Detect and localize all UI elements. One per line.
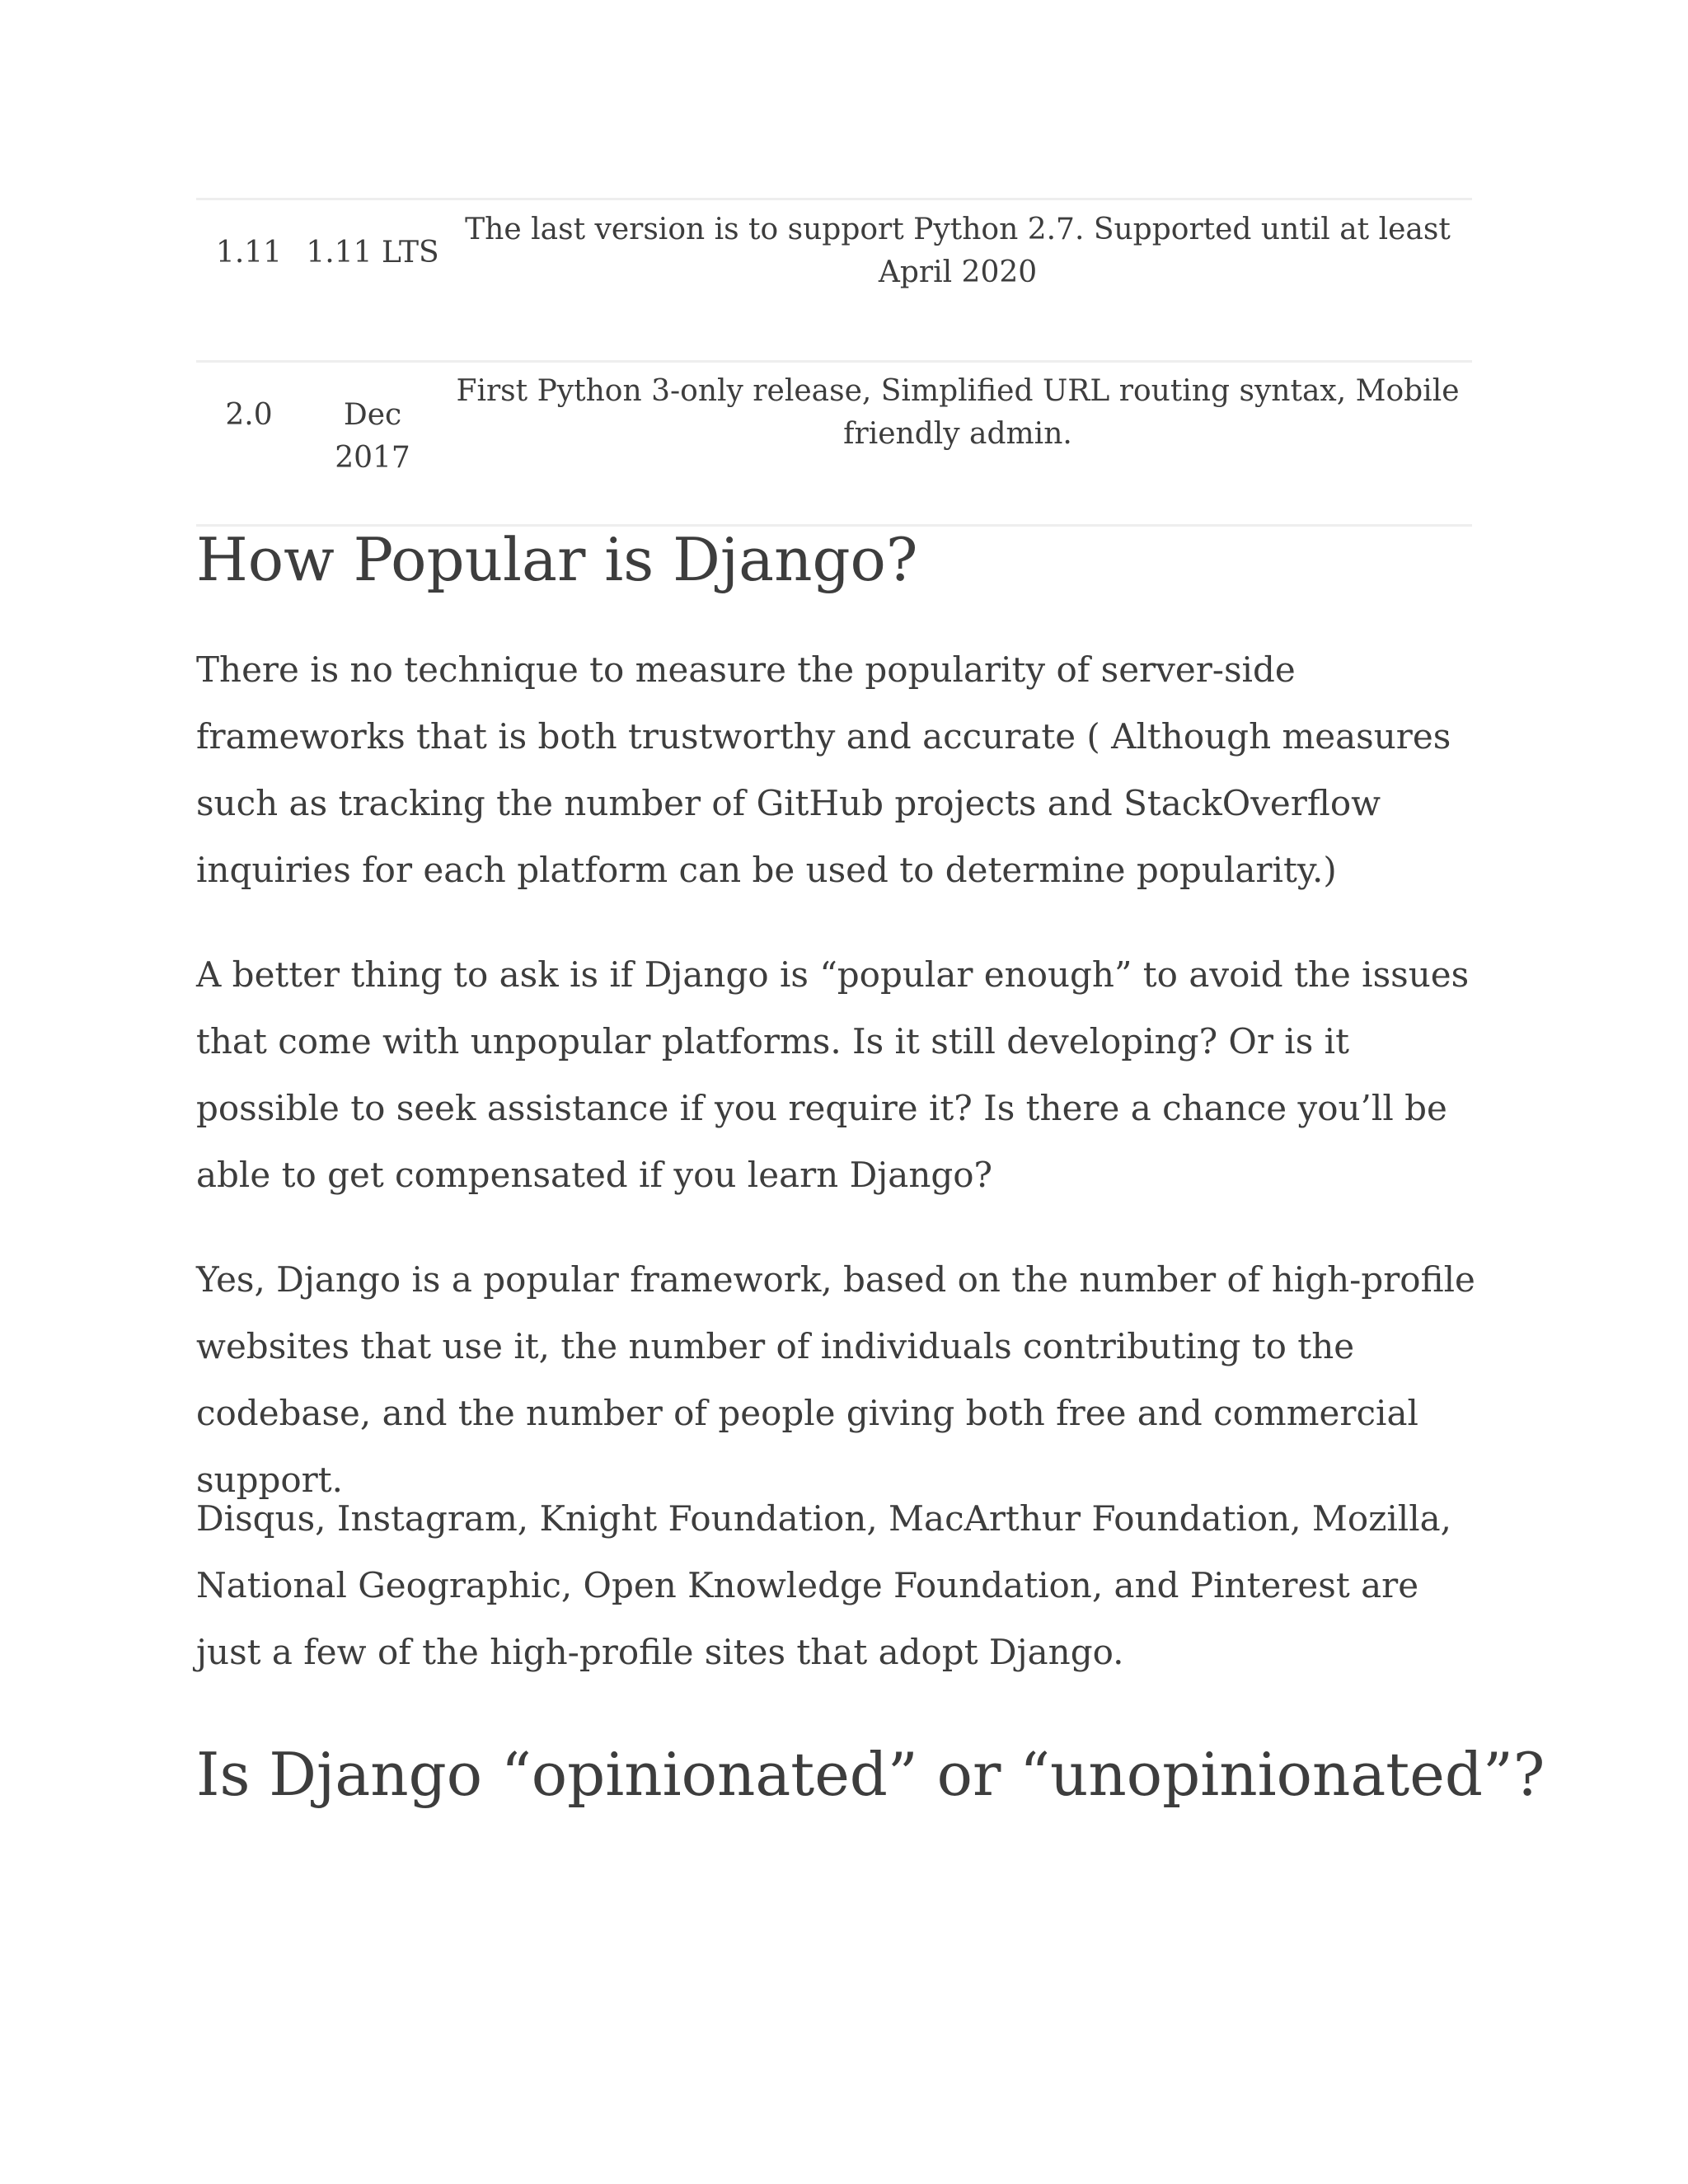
- release-cell: [302, 362, 443, 526]
- table-row: [196, 362, 1472, 526]
- paragraph: A better thing to ask is if Django is “popular enough” to avoid the issues that come with unpopular platforms. Is it still developing? Or is it possible to seek assistance if you require it? Is there a chance you’ll be able to get compensated if you learn Django?: [196, 954, 1470, 1195]
- paragraph: Yes, Django is a popular framework, based on the number of high-profile websites that use it, the number of individuals contributing to the codebase, and the number of people giving both free and commercial support.: [196, 1259, 1475, 1500]
- paragraph: There is no technique to measure the popularity of server-side frameworks that is both trustworthy and accurate ( Although measures such as tracking the number of GitHub projects and StackOverflow inquiries for each platform can be used to determine popularity.): [196, 649, 1451, 890]
- section-heading-popularity: How Popular is Django?: [196, 525, 918, 594]
- version-number: 1.11: [215, 236, 283, 269]
- table-row: [196, 199, 1472, 362]
- release-description: First Python 3-only release, Simplified URL routing syntax, Mobile friendly admin.: [456, 374, 1460, 451]
- version-number: 2.0: [225, 398, 273, 432]
- release-label: Dec 2017: [335, 398, 410, 475]
- description-cell: [443, 199, 1472, 362]
- django-versions-table: [196, 198, 1472, 527]
- version-cell: [196, 362, 302, 526]
- paragraph: Disqus, Instagram, Knight Foundation, MacArthur Foundation, Mozilla, National Geographic, Open Knowledge Foundation, and Pinterest are just a few of the high-profile sites that adopt Django.: [196, 1498, 1452, 1672]
- section-heading-opinionated: Is Django “opinionated” or “unopinionated”?: [196, 1740, 1545, 1809]
- version-cell: [196, 199, 302, 362]
- release-cell: [302, 199, 443, 362]
- release-label: 1.11 LTS: [306, 236, 439, 269]
- description-cell: [443, 362, 1472, 526]
- release-description: The last version is to support Python 2.7. Supported until at least April 2020: [465, 213, 1451, 289]
